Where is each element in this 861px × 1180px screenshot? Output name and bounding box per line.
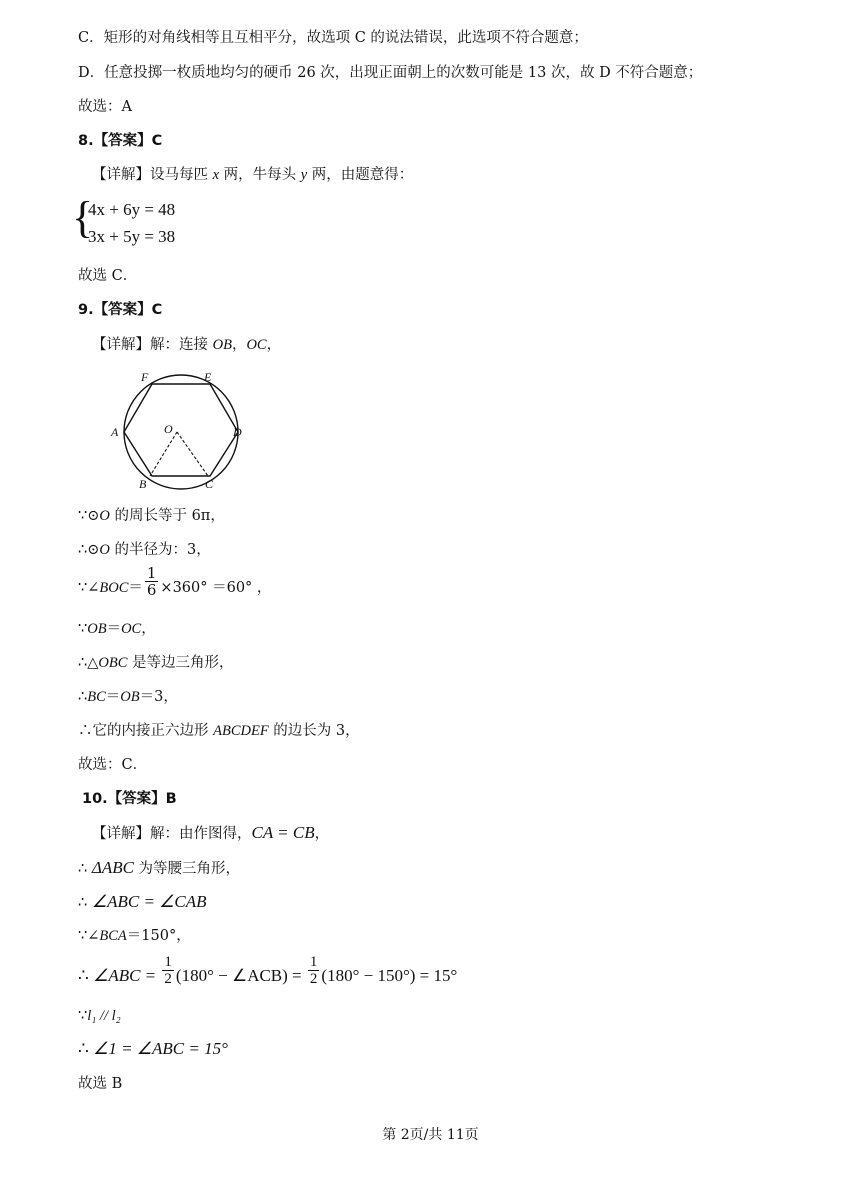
step-10-3: ∵∠BCA＝150°， xyxy=(78,928,191,944)
step-10-4: ∴ ∠ABC = $\frac{1}{2}$ (180° − ∠ACB) = $\frac{1}{2}$ (180° − 150°) = 15° xyxy=(78,953,458,987)
select-line-8: 故选 C． xyxy=(78,268,138,284)
step-9-5: ∴△OBC 是等边三角形， xyxy=(78,655,234,671)
label-a: A xyxy=(111,425,119,439)
step-9-1: ∵⊙O 的周长等于 6π， xyxy=(78,508,225,524)
label-f: F xyxy=(141,370,149,384)
step-10-5: ∵l₁ // l₂ xyxy=(78,1008,121,1024)
answer-10-heading: 10.【答案】B xyxy=(82,791,177,807)
select-line-7: 故选：A xyxy=(78,99,132,115)
equation-1: 4x + 6y = 48 xyxy=(88,200,176,219)
hexagon-circle-diagram xyxy=(106,364,256,492)
option-c-line: C．矩形的对角线相等且互相平分，故选项 C 的说法错误，此选项不符合题意； xyxy=(78,30,588,46)
segment-ob xyxy=(150,432,177,476)
label-b: B xyxy=(139,477,147,491)
select-line-10: 故选 B xyxy=(78,1076,123,1092)
step-9-2: ∴⊙O 的半径为：3， xyxy=(78,542,211,558)
answer-9-heading: 9.【答案】C xyxy=(78,302,163,318)
detail-10: 【详解】解：由作图得，CA = CB， xyxy=(92,823,330,842)
answer-8-heading: 8.【答案】C xyxy=(78,133,163,149)
label-d: D xyxy=(233,425,242,439)
select-line-9: 故选：C． xyxy=(78,757,148,773)
step-9-6: ∴BC＝OB＝3， xyxy=(78,689,178,705)
label-c: C xyxy=(205,477,214,491)
detail-8: 【详解】设马每匹 x 两，牛每头 y 两，由题意得： xyxy=(92,167,414,183)
segment-oc xyxy=(177,432,208,476)
detail-9: 【详解】解：连接 OB，OC， xyxy=(92,337,282,353)
step-9-4: ∵OB＝OC， xyxy=(78,621,156,637)
equation-brace: { xyxy=(72,193,94,242)
step-10-1: ∴ ΔABC 为等腰三角形， xyxy=(78,858,241,877)
step-9-7: ∴它的内接正六边形 ABCDEF 的边长为 3， xyxy=(78,723,360,739)
circle-o xyxy=(124,375,238,489)
step-10-2: ∴ ∠ABC = ∠CAB xyxy=(78,892,207,911)
page-footer: 第 2页/共 11页 xyxy=(382,1127,479,1143)
label-e: E xyxy=(204,370,212,384)
step-9-3: ∵∠BOC＝ $\frac{1}{6}$ ×360° ＝60° ， xyxy=(78,563,272,599)
equation-2: 3x + 5y = 38 xyxy=(88,227,176,246)
step-10-6: ∴ ∠1 = ∠ABC = 15° xyxy=(78,1039,228,1058)
option-d-line: D．任意投掷一枚质地均匀的硬币 26 次，出现正面朝上的次数可能是 13 次，故 D 不符合题意； xyxy=(78,65,703,81)
hexagon-abcdef xyxy=(124,384,238,476)
label-o: O xyxy=(164,422,173,436)
